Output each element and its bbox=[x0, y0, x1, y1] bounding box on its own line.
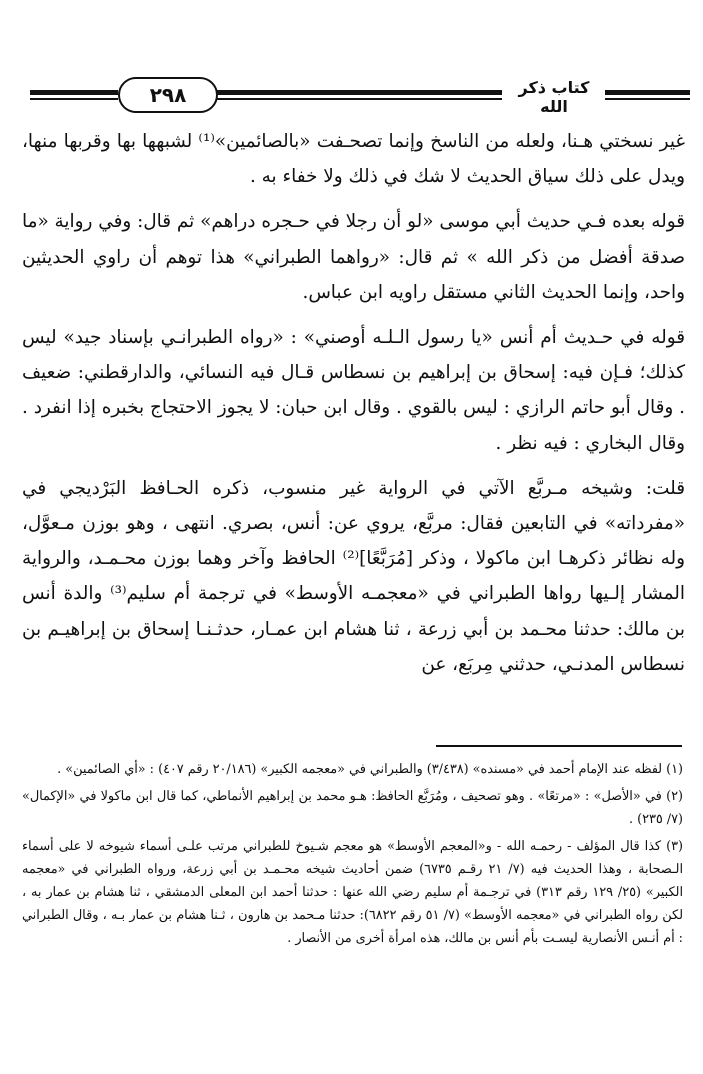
page-header bbox=[20, 60, 683, 120]
running-title: كتاب ذكر الله bbox=[518, 78, 590, 116]
footnote: (١) لفظه عند الإمام أحمد في «مسنده» (٣/٤٣٨) والطبراني في «معجمه الكبير» (٢٠/١٨٦ رقم ٤٠٧) : «أي الصائمين» . bbox=[57, 762, 683, 777]
header-rule-thin bbox=[605, 98, 690, 100]
footnote: (٢) في «الأصل» : «مرتعًا» . وهو تصحيف ، ومُرَبَّع الحافظ: هـو محمد بن إبراهيم الأنماطي، كما قال ابن ماكولا في «الإكمال» (٧/ ٢٣٥) . bbox=[22, 789, 683, 827]
footnote: (٣) كذا قال المؤلف - رحمـه الله - و«المعجم الأوسط» هو معجم شـيوخ للطبراني مرتب علـى أسماء شيوخه لا على أسماء الـصحابة ، وهذا الحديث فيه (٧/ ٢١ رقـم ٦٧٣٥) ضمن أحاديث شيخه محـمـد بن أبي زرعة، ورواه الطبراني في «معجمه الكبير» (٢٥/ ١٢٩ رقم ٣١٣) في ترجـمة أم سليم رضي الله عنها : حدثنا أحمد ابن المعلى الدمشقي ، ثنا هشام بن عمار به ، لكن رواه الطبراني في «معجمه الأوسط» (٧/ ٥١ رقم ٦٨٢٢): حدثنا مـحمد بن هارون ، ثـنا هشام بن عمار بـه ، وقال الطبراني : أم أنـس الأنصارية ليسـت بأم أنس بن مالك، هذه امرأة أخرى من الأنصار . bbox=[22, 839, 684, 946]
header-rule-thick bbox=[216, 90, 502, 95]
footnote-separator bbox=[436, 745, 682, 747]
main-text bbox=[22, 124, 685, 692]
body-paragraph: قوله بعده فـي حديث أبي موسى «لو أن رجلا في حـجره دراهم» ثم قال: وفي رواية «ما صدقة أفضل من ذكر الله » ثم قال: «رواهما الطبراني» هذا توهم أن راوي الحديثين واحد، وإنما الحديث الثاني مستقل راويه ابن عباس. bbox=[22, 211, 685, 303]
body-paragraph: قوله في حـديث أم أنس «يا رسول الـلـه أوصني» : «رواه الطبرانـي بإسناد جيد» ليس كذلك؛ فـإن فيه: إسحاق بن إبراهيم بن نسطاس قـال فيه النسائي، والدارقطني: ضعيف . وقال أبو حاتم الرازي : ليس بالقوي . وقال ابن حبان: لا يجوز الاحتجاج بخبره إذا انفرد . وقال البخاري : فيه نظر . bbox=[22, 327, 685, 454]
body-paragraph: غير نسختي هـنا، ولعله من الناسخ وإنما تصحـفت «بالصائمين»⁽¹⁾ لشبهها بها وقربها منها، ويدل على ذلك سياق الحديث لا شك في ذلك ولا خفاء به . bbox=[22, 131, 685, 188]
header-rule-thick bbox=[30, 90, 118, 95]
footnotes bbox=[22, 758, 683, 954]
header-rule-thick bbox=[605, 90, 690, 95]
header-rule-thin bbox=[30, 98, 118, 100]
header-rule-thin bbox=[216, 98, 502, 100]
page-number: ٢٩٨ bbox=[118, 77, 218, 113]
body-paragraph: قلت: وشيخه مـربَّع الآتي في الرواية غير منسوب، ذكره الحـافظ البَرْديجي في «مفرداته» في التابعين فقال: مربَّع، يروي عن: أنس، بصري. انتهى ، وهو بوزن مـعوَّل، وله نظائر ذكرهـا ابن ماكولا ، وذكر [مُرَبَّعًا]⁽²⁾ الحافظ وآخر وهما بوزن محـمـد، والرواية المشار إلـيها رواها الطبراني في «معجمـه الأوسط» في ترجمة أم سليم⁽³⁾ والدة أنس بن مالك: حدثنا محـمد بن أبي زرعة ، ثنا هشام ابن عمـار، حدثـنـا إسحاق بن إبراهيـم بن نسطاس المدنـي، حدثني مِربَع، عن bbox=[22, 477, 686, 675]
